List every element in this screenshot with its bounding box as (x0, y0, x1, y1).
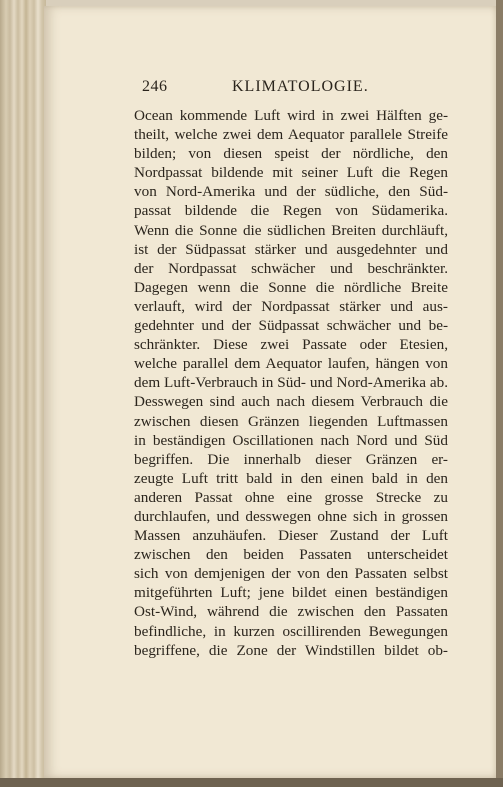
text-line: Nordpassat bildende mit seiner Luft die Regen (134, 164, 448, 182)
body-text (134, 106, 448, 660)
text-line: Dagegen wenn die Sonne die nördliche Breite (134, 278, 448, 296)
text-line: befindliche, in kurzen oscillirenden Bewegungen (134, 622, 448, 640)
book-page-edges (0, 0, 46, 787)
page-number: 246 (142, 78, 168, 95)
scan-bottom-edge (0, 778, 503, 787)
text-line: bilden; von diesen speist der nördliche, den (134, 145, 448, 163)
text-line: Ost-Wind, während die zwischen den Passaten (134, 603, 448, 621)
text-line: Ocean kommende Luft wird in zwei Hälften ge- (134, 107, 448, 124)
text-line: theilt, welche zwei dem Aequator parallele Streife (134, 126, 448, 144)
text-line: Massen anzuhäufen. Dieser Zustand der Luft (134, 527, 448, 545)
text-line: passat bildende die Regen von Südamerika. (134, 202, 448, 220)
text-line: gedehnter und der Südpassat schwächer und be- (134, 317, 448, 335)
text-line: anderen Passat ohne eine grosse Strecke zu (134, 488, 448, 506)
text-line: dem Luft-Verbrauch in Süd- und Nord-Amerika ab. (134, 374, 448, 392)
text-line: zwischen den beiden Passaten unterscheidet (134, 546, 448, 564)
text-line: in beständigen Oscillationen nach Nord und Süd (134, 431, 448, 449)
text-line: begriffene, die Zone der Windstillen bildet ob- (134, 641, 448, 659)
text-line: sich von demjenigen der von den Passaten selbst (134, 565, 448, 583)
text-line: der Nordpassat schwächer und beschränkter. (134, 259, 448, 277)
scan-right-edge (496, 0, 503, 787)
page-header (92, 78, 369, 100)
text-line: zwischen diesen Gränzen liegenden Luftmassen (134, 412, 448, 430)
text-line: zeugte Luft tritt bald in den einen bald in den (134, 469, 448, 487)
text-line: welche parallel dem Aequator laufen, hängen von (134, 355, 448, 373)
text-line: Wenn die Sonne die südlichen Breiten durchläuft, (134, 221, 448, 239)
text-line: mitgeführten Luft; jene bildet einen beständigen (134, 584, 448, 602)
text-line: begriffen. Die innerhalb dieser Gränzen er- (134, 450, 448, 468)
text-line: schränkter. Diese zwei Passate oder Etesien, (134, 336, 448, 354)
text-line: Desswegen sind auch nach diesem Verbrauch die (134, 393, 448, 411)
text-line: verlauft, wird der Nordpassat stärker und aus- (134, 297, 448, 315)
text-line: ist der Südpassat stärker und ausgedehnter und (134, 240, 448, 258)
text-line: durchlaufen, und desswegen ohne sich in grossen (134, 507, 448, 525)
running-title: KLIMATOLOGIE. (232, 78, 369, 95)
text-line: von Nord-Amerika und der südliche, den Süd- (134, 183, 448, 201)
